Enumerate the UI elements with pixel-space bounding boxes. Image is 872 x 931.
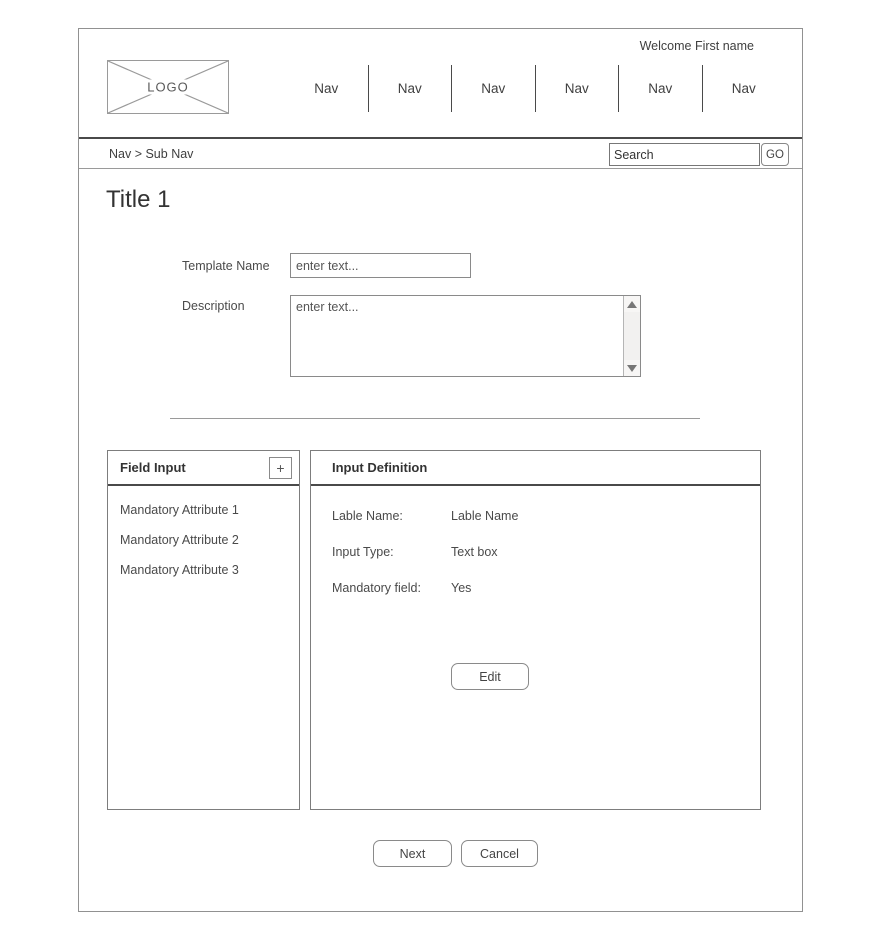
list-item-attribute-1[interactable]: Mandatory Attribute 1 (120, 503, 239, 517)
input-definition-panel (310, 450, 761, 810)
breadcrumb-bar (79, 137, 802, 169)
definition-label: Input Type: (332, 545, 394, 559)
scroll-down-button[interactable] (624, 360, 640, 376)
breadcrumb[interactable]: Nav > Sub Nav (109, 146, 194, 161)
nav-item-5[interactable]: Nav (619, 65, 703, 112)
cancel-button[interactable]: Cancel (461, 840, 538, 867)
description-label: Description (182, 299, 245, 313)
search-group (609, 143, 789, 166)
template-name-label: Template Name (182, 259, 270, 273)
definition-row-label-name (332, 509, 760, 545)
nav-item-4[interactable]: Nav (536, 65, 620, 112)
attribute-list (108, 486, 299, 589)
scroll-up-icon (627, 301, 637, 308)
scroll-down-icon (627, 365, 637, 372)
next-button[interactable]: Next (373, 840, 452, 867)
add-field-button[interactable] (269, 457, 292, 479)
description-scrollbar[interactable] (623, 296, 640, 376)
section-divider (170, 418, 700, 419)
search-input[interactable] (609, 143, 760, 166)
template-name-input[interactable] (290, 253, 471, 278)
definition-label: Mandatory field: (332, 581, 421, 595)
scroll-up-button[interactable] (624, 296, 640, 312)
definition-row-mandatory-field (332, 581, 760, 617)
field-input-header (108, 451, 299, 486)
list-item-attribute-3[interactable]: Mandatory Attribute 3 (120, 563, 239, 577)
definition-value: Yes (451, 581, 472, 595)
definition-value: Text box (451, 545, 498, 559)
edit-button[interactable]: Edit (451, 663, 529, 690)
field-input-panel (107, 450, 300, 810)
page-title: Title 1 (106, 186, 171, 213)
definition-row-input-type (332, 545, 760, 581)
definition-value: Lable Name (451, 509, 519, 523)
description-text[interactable]: enter text... (296, 300, 359, 314)
logo-placeholder (107, 60, 229, 114)
nav-item-6[interactable]: Nav (731, 81, 756, 96)
welcome-text: Welcome First name (639, 39, 754, 53)
input-definition-title: Input Definition (332, 460, 428, 475)
nav-item-3[interactable]: Nav (452, 65, 536, 112)
definition-label: Lable Name: (332, 509, 403, 523)
input-definition-header (311, 451, 760, 486)
description-textarea[interactable] (290, 295, 641, 377)
nav-item-1[interactable]: Nav (285, 65, 369, 112)
logo-text: LOGO (141, 80, 195, 95)
definition-rows (311, 486, 760, 617)
plus-icon: + (276, 460, 285, 476)
list-item-attribute-2[interactable]: Mandatory Attribute 2 (120, 533, 239, 547)
go-button[interactable]: GO (761, 143, 789, 166)
main-nav (285, 65, 785, 112)
field-input-title: Field Input (120, 460, 186, 475)
page-frame (78, 28, 803, 912)
nav-item-2[interactable]: Nav (369, 65, 453, 112)
